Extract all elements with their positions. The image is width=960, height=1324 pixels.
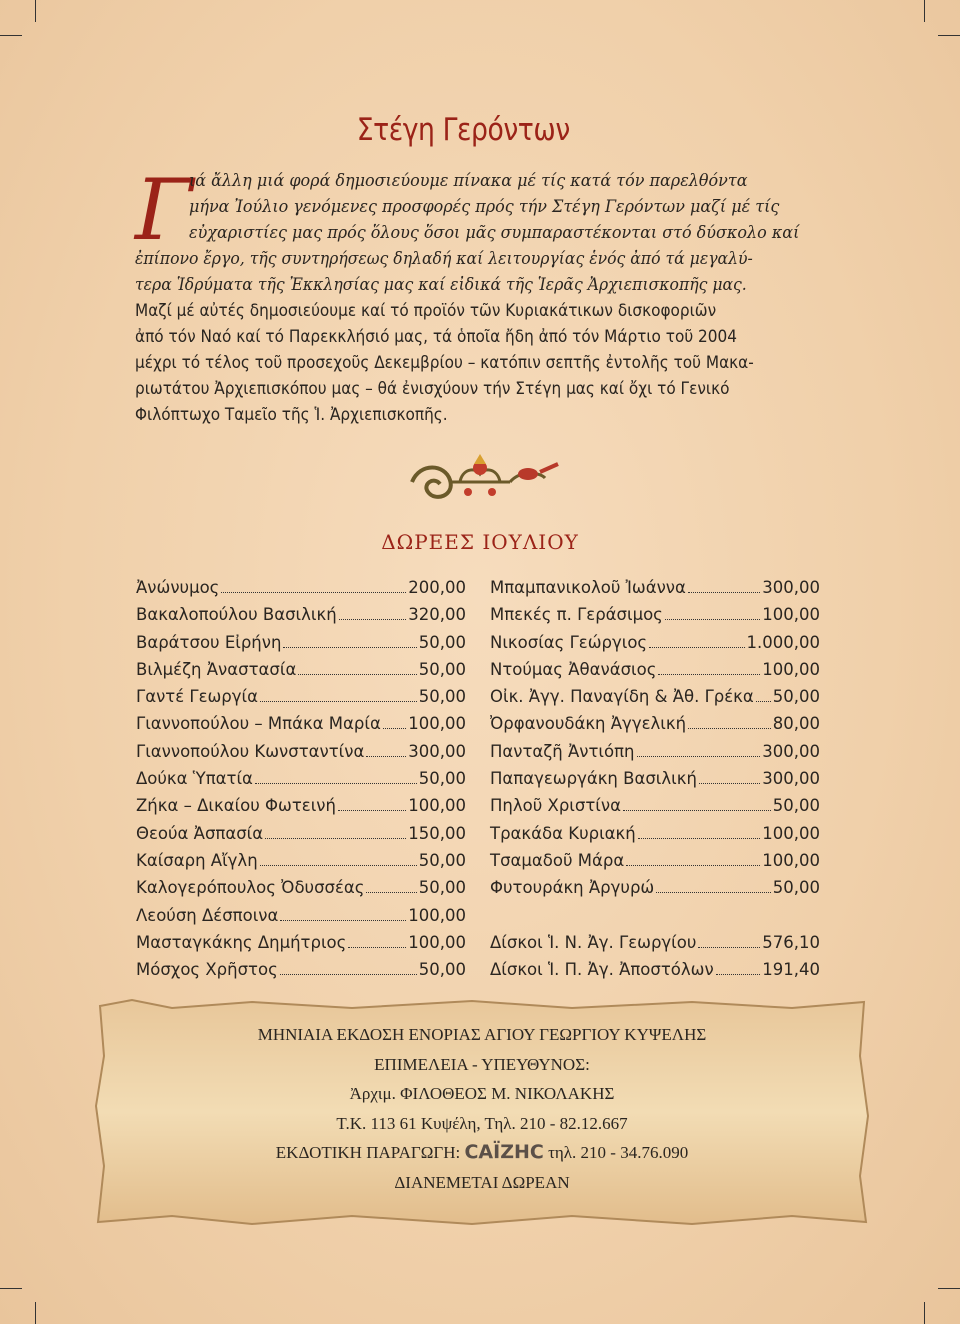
donation-amount: 150,00 [408,823,466,843]
donation-row [136,956,466,983]
donation-amount: 50,00 [418,632,466,652]
donation-amount: 50,00 [772,878,820,898]
donor-name: Καλογερόπουλος Ὀδυσσέας [136,878,365,898]
donor-name: Μόσχος Χρῆστος [136,960,278,980]
dot-leader [699,783,760,784]
footer-line [92,1138,872,1168]
donor-name: Γιαννοπούλου Κωνσταντίνα [136,741,365,761]
dot-leader [283,647,416,648]
donor-name: Δούκα Ὑπατία [136,769,253,789]
crop-mark [0,35,22,36]
donation-amount: 50,00 [418,769,466,789]
intro-line: ριωτάτου Ἀρχιεπισκόπου μας – θά ἐνισχύουν τήν Στέγη μας καί ὄχι τό Γενικό [135,379,730,399]
dot-leader [265,838,406,839]
drop-cap: Γ [135,161,194,259]
donor-name: Οἰκ. Ἀγγ. Παναγίδη & Ἀθ. Γρέκα [490,687,754,707]
donation-row [136,574,466,601]
dot-leader [649,647,744,648]
dot-leader [626,865,760,866]
donation-row [136,820,466,847]
intro-line: μήνα Ἰούλιο γενόμενες προσφορές πρός τήν Στέγη Γερόντων μαζί μέ τίς [189,197,780,217]
donation-amount: 100,00 [762,823,820,843]
dot-leader [623,810,771,811]
production-label: ΕΚΔΟΤΙΚΗ ΠΑΡΑΓΩΓΗ: [275,1143,461,1162]
donations-left-column [136,574,466,983]
donor-name: Ζήκα – Δικαίου Φωτεινή [136,796,336,816]
donor-name: Μπεκές π. Γεράσιμος [490,605,663,625]
donation-row [136,656,466,683]
donation-amount: 200,00 [408,578,466,597]
dot-leader [260,701,417,702]
crop-mark [938,35,960,36]
donation-row [136,710,466,737]
dot-leader [688,728,771,729]
dot-leader [339,619,407,620]
dot-leader [698,947,760,948]
donation-row [136,738,466,765]
donation-row [136,874,466,901]
donor-name: Βαράτσου Εἰρήνη [136,632,282,652]
dot-leader [716,974,761,975]
donation-row [490,574,820,601]
intro-line: Μαζί μέ αὐτές δημοσιεύουμε καί τό προϊόν τῶν Κυριακάτικων δισκοφοριῶν [135,301,717,321]
donor-name: Βιλμέζη Ἀναστασία [136,659,297,679]
donations-title: ΔΩΡΕΕΣ ΙΟΥΛΙΟΥ [381,530,579,554]
donation-amount: 100,00 [762,659,820,679]
donor-name: Νικοσίας Γεώργιος [490,632,648,652]
donation-amount: 50,00 [418,960,466,980]
dot-leader [756,701,771,702]
donation-amount: 50,00 [418,687,466,707]
donation-row [136,929,466,956]
donation-row [490,765,820,792]
donation-amount: 50,00 [772,687,820,707]
dot-leader [366,756,406,757]
crop-mark [924,1302,925,1324]
donation-amount: 300,00 [408,741,466,761]
intro-line: τερα Ἱδρύματα τῆς Ἐκκλησίας μας καί εἰδικά τῆς Ἱερᾶς Ἀρχιεπισκοπῆς μας. [135,275,747,295]
donor-name: Ντούμας Ἀθανάσιος [490,659,657,679]
donation-row [136,683,466,710]
dot-leader [638,838,761,839]
dot-leader [298,674,416,675]
donation-row [490,874,820,901]
crop-mark [35,0,36,22]
donation-row [136,765,466,792]
publisher-logo: ϹΑΪΖΗϹ [464,1141,544,1163]
donor-name: Τρακάδα Κυριακή [490,823,636,843]
donation-amount: 191,40 [762,960,820,980]
donation-amount: 50,00 [418,850,466,870]
donation-amount: 100,00 [408,905,466,925]
donation-amount: 320,00 [408,605,466,625]
donation-amount: 1.000,00 [746,632,820,652]
donor-name: Βακαλοπούλου Βασιλική [136,605,337,625]
donation-row [490,956,820,983]
donation-row [490,738,820,765]
donor-name: Τσαμαδοῦ Μάρα [490,850,625,870]
donation-row [490,929,820,956]
donor-name: Δίσκοι Ἱ. Π. Ἀγ. Ἀποστόλων [490,960,714,980]
donation-amount: 300,00 [762,578,820,597]
donation-row [490,792,820,819]
donor-name: Δίσκοι Ἱ. Ν. Ἀγ. Γεωργίου [490,932,697,952]
page-title: Στέγη Γερόντων [356,112,570,148]
donor-name: Μασταγκάκης Δημήτριος [136,932,347,952]
donation-amount: 100,00 [762,605,820,625]
floral-ornament [400,452,560,512]
publication-info [92,1020,872,1197]
donor-name: Λεούση Δέσποινα [136,905,279,925]
donation-row [136,792,466,819]
donor-name: Μπαμπανικολοῦ Ἰωάννα [490,578,686,597]
donation-amount: 100,00 [408,932,466,952]
donation-row [490,656,820,683]
intro-line: μέχρι τό τέλος τοῦ προσεχοῦς Δεκεμβρίου – κατόπιν σεπτῆς ἐντολῆς τοῦ Μακα- [135,353,754,373]
donor-name: Ἀνώνυμος [136,578,220,597]
donation-row [136,629,466,656]
donations-right-column [490,574,820,983]
donation-row [490,629,820,656]
donation-amount: 576,10 [762,932,820,952]
footer-line: Ἀρχιμ. ΦΙΛΟΘΕΟΣ Μ. ΝΙΚΟΛΑΚΗΣ [349,1084,615,1103]
dot-leader [221,592,406,593]
donor-name: Γιαννοπούλου – Μπάκα Μαρία [136,714,381,734]
donor-name: Πηλοῦ Χριστίνα [490,796,621,816]
donation-row [136,847,466,874]
dot-leader [366,892,416,893]
dot-leader [383,728,406,729]
donation-row [490,820,820,847]
footer-line: ΜΗΝΙΑΙΑ ΕΚΔΟΣΗ ΕΝΟΡΙΑΣ ΑΓΙΟΥ ΓΕΩΡΓΙΟΥ ΚΥΨΕΛΗΣ [257,1025,707,1044]
dot-leader [255,783,417,784]
intro-line: ιά ἄλλη μιά φορά δημοσιεύουμε πίνακα μέ τίς κατά τόν παρελθόντα [189,171,748,191]
donation-row [490,710,820,737]
spacer [490,902,820,929]
donation-amount: 100,00 [408,796,466,816]
donation-amount: 50,00 [418,878,466,898]
dot-leader [260,865,417,866]
intro-line: ἀπό τόν Ναό καί τό Παρεκκλήσιό μας, τά ὁποῖα ἤδη ἀπό τόν Μάρτιο τοῦ 2004 [135,327,738,347]
dot-leader [348,947,406,948]
donation-row [490,683,820,710]
dot-leader [665,619,760,620]
donation-amount: 300,00 [762,741,820,761]
crop-mark [924,0,925,22]
donation-row [136,902,466,929]
dot-leader [688,592,760,593]
dot-leader [656,892,770,893]
footer-line: ΕΠΙΜΕΛΕΙΑ - ΥΠΕΥΘΥΝΟΣ: [374,1054,590,1074]
intro-line: Φιλόπτωχο Ταμεῖο τῆς Ἱ. Ἀρχιεπισκοπῆς. [135,405,448,425]
crop-mark [938,1288,960,1289]
donor-name: Ὀρφανουδάκη Ἀγγελική [490,714,687,734]
footer-line: ΔΙΑΝΕΜΕΤΑΙ ΔΩΡΕΑΝ [394,1172,570,1192]
donation-amount: 100,00 [762,850,820,870]
donation-amount: 50,00 [772,796,820,816]
dot-leader [658,674,760,675]
intro-line: ἐπίπονο ἔργο, τῆς συντηρήσεως δηλαδή καί λειτουργίας ἑνός ἀπό τά μεγαλύ- [135,249,753,269]
dot-leader [280,920,406,921]
donation-amount: 300,00 [762,769,820,789]
donor-name: Φυτουράκη Ἀργυρώ [490,878,655,898]
donation-amount: 100,00 [408,714,466,734]
intro-line: εὐχαριστίες μας πρός ὅλους ὅσοι μᾶς συμπαραστέκονται στό δύσκολο καί [189,223,800,243]
donor-name: Καίσαρη Αἴγλη [136,850,258,870]
donation-amount: 50,00 [418,659,466,679]
donor-name: Πανταζῆ Ἀντιόπη [490,741,635,761]
dot-leader [338,810,406,811]
crop-mark [35,1302,36,1324]
donor-name: Παπαγεωργάκη Βασιλική [490,769,697,789]
crop-mark [0,1288,22,1289]
dot-leader [280,974,417,975]
donor-name: Θεούα Ἀσπασία [136,823,264,843]
donation-row [490,601,820,628]
production-phone: τηλ. 210 - 34.76.090 [548,1143,689,1162]
donation-row [490,847,820,874]
intro-paragraph [135,161,835,428]
footer-line: Τ.Κ. 113 61 Κυψέλη, Τηλ. 210 - 82.12.667 [336,1113,628,1133]
donor-name: Γαντέ Γεωργία [136,687,259,707]
dot-leader [637,756,761,757]
donation-row [136,601,466,628]
donation-amount: 80,00 [772,714,820,734]
